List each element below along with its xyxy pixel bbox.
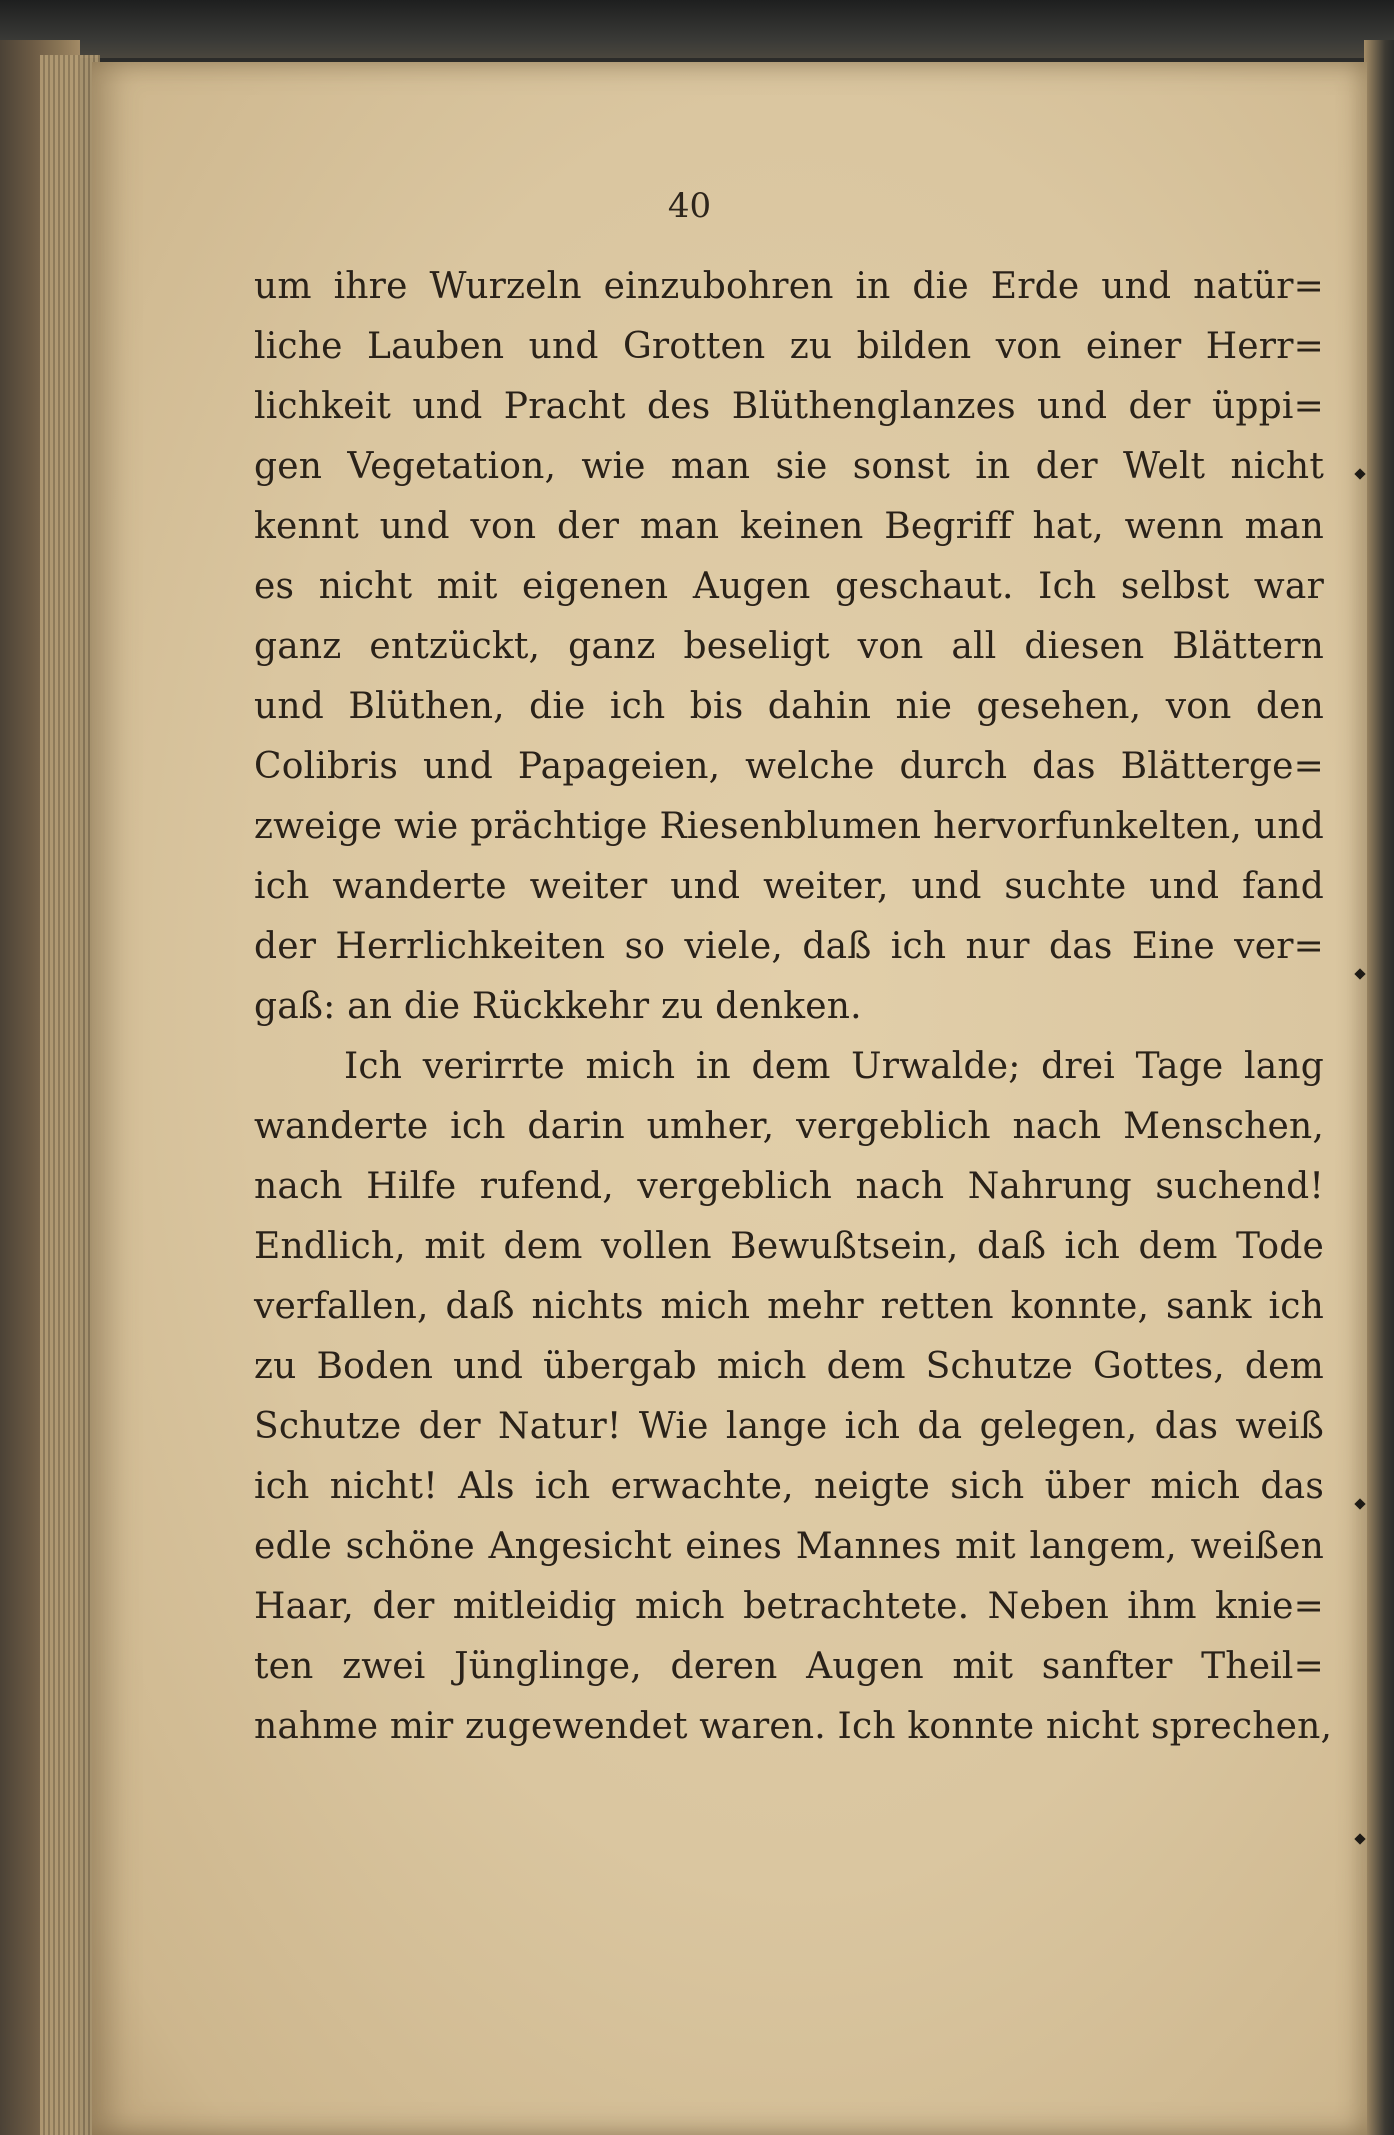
text-line: zweige wie prächtige Riesenblumen hervorfunkelten, und <box>254 806 1324 847</box>
text-line: ich wanderte weiter und weiter, und suchte und fand <box>254 866 1324 907</box>
text-line: um ihre Wurzeln einzubohren in die Erde und natür= <box>254 266 1324 307</box>
text-line: lichkeit und Pracht des Blüthenglanzes und der üppi= <box>254 386 1324 427</box>
text-line: Haar, der mitleidig mich betrachtete. Neben ihm knie= <box>254 1586 1324 1627</box>
text-line: der Herrlichkeiten so viele, daß ich nur das Eine ver= <box>254 926 1324 967</box>
text-line: nahme mir zugewendet waren. Ich konnte nicht sprechen, <box>254 1706 1333 1747</box>
text-line: ich nicht! Als ich erwachte, neigte sich über mich das <box>254 1466 1324 1507</box>
text-line: liche Lauben und Grotten zu bilden von einer Herr= <box>254 326 1324 367</box>
text-line: ten zwei Jünglinge, deren Augen mit sanfter Theil= <box>254 1646 1324 1687</box>
text-line: nach Hilfe rufend, vergeblich nach Nahrung suchend! <box>254 1166 1324 1207</box>
text-line: Ich verirrte mich in dem Urwalde; drei Tage lang <box>344 1046 1324 1087</box>
text-line: Schutze der Natur! Wie lange ich da gelegen, das weiß <box>254 1406 1324 1447</box>
text-line: kennt und von der man keinen Begriff hat, wenn man <box>254 506 1324 547</box>
text-line: gaß: an die Rückkehr zu denken. <box>254 986 862 1027</box>
text-line: verfallen, daß nichts mich mehr retten konnte, sank ich <box>254 1286 1324 1327</box>
text-line: gen Vegetation, wie man sie sonst in der Welt nicht <box>254 446 1324 487</box>
book-right-edge <box>1364 40 1394 2135</box>
book-binding-top <box>0 0 1394 58</box>
page-number: 40 <box>667 186 712 226</box>
text-line: wanderte ich darin umher, vergeblich nach Menschen, <box>254 1106 1324 1147</box>
text-line: ganz entzückt, ganz beseligt von all diesen Blättern <box>254 626 1324 667</box>
text-line: Colibris und Papageien, welche durch das Blätterge= <box>254 746 1324 787</box>
body-text <box>254 257 1333 1757</box>
text-line: Endlich, mit dem vollen Bewußtsein, daß ich dem Tode <box>254 1226 1324 1267</box>
text-line: und Blüthen, die ich bis dahin nie gesehen, von den <box>254 686 1324 727</box>
text-line: zu Boden und übergab mich dem Schutze Gottes, dem <box>254 1346 1324 1387</box>
book-page <box>92 62 1367 2135</box>
text-line: es nicht mit eigenen Augen geschaut. Ich selbst war <box>254 566 1324 607</box>
page-stack-edges <box>40 55 100 2135</box>
text-line: edle schöne Angesicht eines Mannes mit langem, weißen <box>254 1526 1324 1567</box>
